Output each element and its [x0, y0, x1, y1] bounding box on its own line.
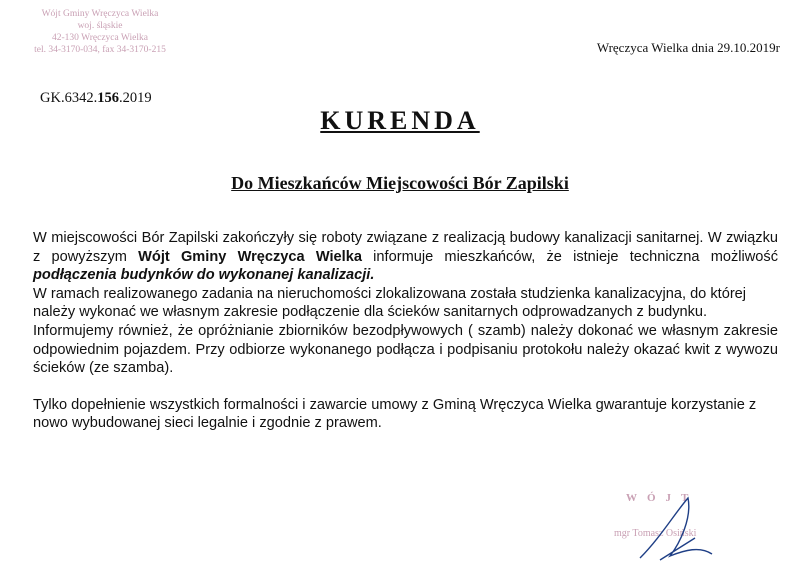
stamp-line-4: tel. 34-3170-034, fax 34-3170-215 [34, 45, 166, 55]
signature-stamp [600, 488, 780, 568]
paragraph-2: W ramach realizowanego zadania na nieruchomości zlokalizowana została studzienka kanalizacyjna, do której należy wykonać we własnym zakresie podłączenie dla ścieków sanitarnych odprowadzanych z budynku. [33, 285, 747, 321]
paragraph-3: Informujemy również, że opróżnianie zbiorników bezodpływowych ( szamb) należy dokonać we własnym zakresie odpowiednim pojazdem. Przy odbiorze wykonanego podłącza i podpisaniu protokołu należy okazać kwit z wywozu ścieków (ze szamba). [33, 322, 778, 377]
reference-number-bold: 156 [97, 90, 119, 106]
paragraph-4: Tylko dopełnienie wszystkich formalności i zawarcie umowy z Gminą Wręczyca Wielka gwarantuje korzystanie z nowo wybudowanej sieci legalnie i zgodnie z prawem. [33, 396, 757, 432]
document-title: KURENDA [320, 106, 480, 135]
reference-number [40, 90, 152, 107]
addressee-heading: Do Mieszkańców Miejscowości Bór Zapilski [231, 173, 569, 193]
stamp-line-1: Wójt Gminy Wręczyca Wielka [41, 9, 159, 19]
official-stamp [20, 8, 180, 56]
signature-name: mgr Tomasz Osiński [614, 528, 697, 539]
reference-prefix: GK.6342. [40, 90, 98, 106]
paragraph-1-bold-italic: podłączenia budynków do wykonanej kanalizacji. [33, 267, 375, 284]
date-line: Wręczyca Wielka dnia 29.10.2019r [596, 40, 780, 55]
stamp-line-3: 42-130 Wręczyca Wielka [52, 33, 148, 43]
stamp-line-2: woj. śląskie [77, 21, 123, 31]
document-body [33, 229, 778, 433]
paragraph-1-text-b: informuje mieszkańców, że istnieje techniczna możliwość [361, 248, 779, 265]
paragraph-1-bold: Wójt Gminy Wręczyca Wielka [138, 248, 362, 265]
signature-title: WÓJT [626, 492, 699, 504]
handwritten-signature-icon [600, 488, 780, 568]
paragraph-1-text-a: W miejscowości Bór Zapilski zakończyły się roboty związane z realizacją budowy kanalizacji sanitarnej. W związku z powyższym [33, 230, 778, 265]
paragraph-1 [33, 229, 778, 285]
reference-suffix: .2019 [118, 90, 152, 106]
